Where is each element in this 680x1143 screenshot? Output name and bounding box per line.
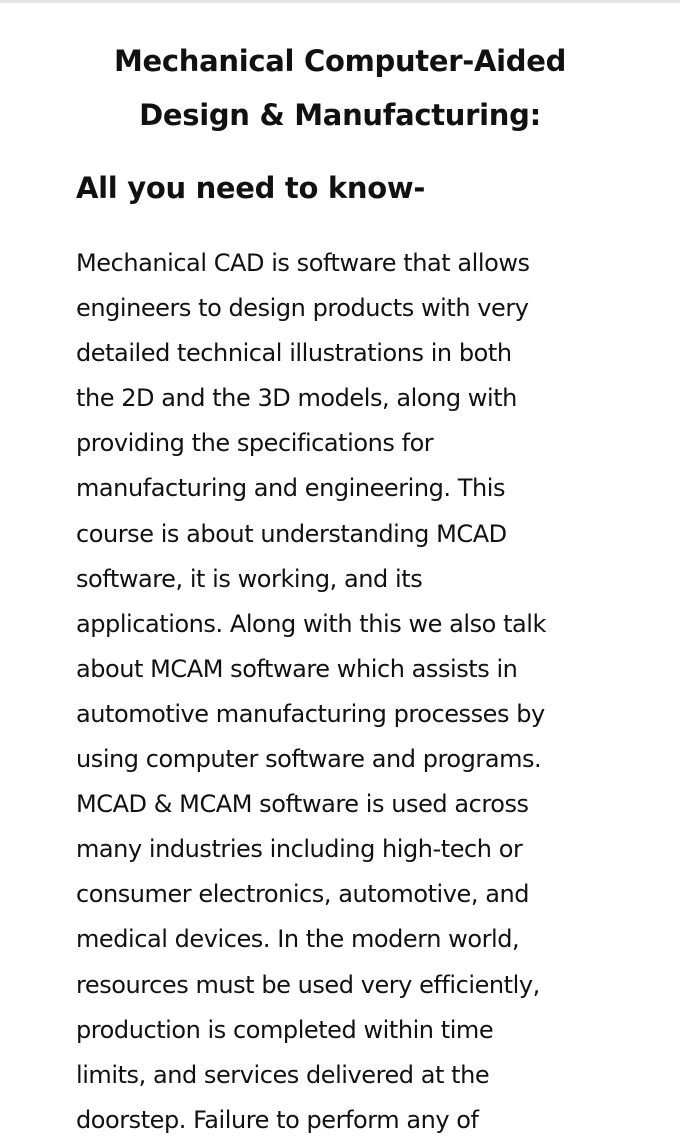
document-subtitle: All you need to know- xyxy=(76,171,426,205)
body-paragraph xyxy=(76,241,616,1143)
body-line: medical devices. In the modern world, xyxy=(76,925,520,954)
title-line: Mechanical Computer-Aided xyxy=(113,44,567,78)
body-line: using computer software and programs. xyxy=(76,745,542,774)
body-line: applications. Along with this we also talk xyxy=(76,609,546,638)
body-line: limits, and services delivered at the xyxy=(76,1060,490,1089)
body-line: production is completed within time xyxy=(76,1015,494,1044)
body-line: detailed technical illustrations in both xyxy=(76,339,512,368)
body-line: automotive manufacturing processes by xyxy=(76,699,545,728)
document-title xyxy=(0,34,680,142)
body-line: providing the specifications for xyxy=(76,429,434,458)
body-line: MCAD & MCAM software is used across xyxy=(76,790,529,819)
body-line: course is about understanding MCAD xyxy=(76,519,507,548)
body-line: the 2D and the 3D models, along with xyxy=(76,384,517,413)
body-line: resources must be used very efficiently, xyxy=(76,970,540,999)
body-line: manufacturing and engineering. This xyxy=(76,474,506,503)
body-line: about MCAM software which assists in xyxy=(76,654,518,683)
body-line: Mechanical CAD is software that allows xyxy=(76,249,530,277)
body-line: doorstep. Failure to perform any of xyxy=(76,1105,479,1134)
body-line: software, it is working, and its xyxy=(76,564,423,593)
body-line: engineers to design products with very xyxy=(76,294,529,323)
body-line: consumer electronics, automotive, and xyxy=(76,880,529,909)
body-line: many industries including high-tech or xyxy=(76,835,523,864)
top-edge-divider xyxy=(0,0,680,3)
title-line: Design & Manufacturing: xyxy=(139,98,541,132)
